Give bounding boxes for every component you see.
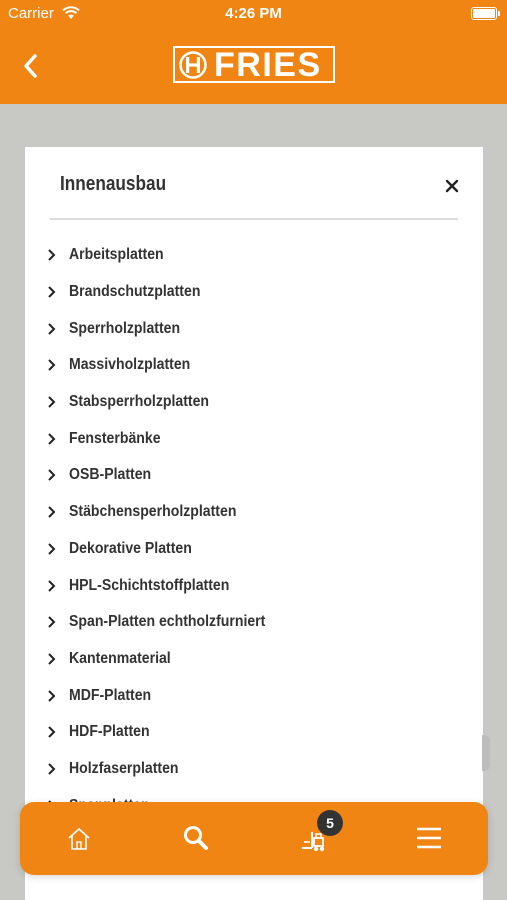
category-item-hpl-schichtstoffplatten[interactable] [47,567,467,604]
chevron-right-icon [47,580,57,592]
category-item-massivholzplatten[interactable] [47,347,467,384]
category-label: Kantenmaterial [69,649,171,667]
category-label: Massivholzplatten [69,356,191,374]
category-item-staebchensperholzplatten[interactable] [47,494,467,531]
category-label: OSB-Platten [69,466,152,484]
close-icon [439,173,465,199]
category-label: MDF-Platten [69,686,152,704]
app-header [0,28,507,104]
chevron-right-icon [47,763,57,775]
category-item-kantenmaterial[interactable] [47,641,467,678]
back-button[interactable] [16,48,50,84]
category-label: Span-Platten echtholzfurniert [69,613,266,631]
category-item-holzfaserplatten[interactable] [47,751,467,788]
chevron-right-icon [47,433,57,445]
category-item-arbeitsplatten[interactable] [47,237,467,274]
chevron-right-icon [47,396,57,408]
category-item-hdf-platten[interactable] [47,714,467,751]
chevron-right-icon [47,249,57,261]
panel-title: Innenausbau [60,173,167,195]
close-button[interactable] [439,173,465,199]
category-item-fensterbaenke[interactable] [47,420,467,457]
chevron-right-icon [47,286,57,298]
tab-search[interactable] [161,802,231,875]
side-drawer-handle[interactable] [482,735,490,771]
chevron-right-icon [47,323,57,335]
cart-count-badge: 5 [317,810,343,836]
status-time: 4:26 PM [225,5,282,22]
category-label: Arbeitsplatten [69,246,164,264]
category-item-sperrholzplatten[interactable] [47,310,467,347]
category-panel [25,147,483,900]
hamburger-menu-icon [416,826,442,850]
chevron-right-icon [47,690,57,702]
chevron-left-icon [16,48,50,84]
chevron-right-icon [47,469,57,481]
tab-menu[interactable] [394,802,464,875]
category-label: HPL-Schichtstoffplatten [69,576,230,594]
chevron-right-icon [47,726,57,738]
category-label: Dekorative Platten [69,539,192,557]
chevron-right-icon [47,506,57,518]
category-label: Fensterbänke [69,429,161,447]
category-label: Sperrholzplatten [69,319,181,337]
carrier-label: Carrier [8,5,54,22]
logo-text: FRIES [214,45,322,84]
chevron-right-icon [47,543,57,555]
category-item-stabsperrholzplatten[interactable] [47,384,467,421]
home-icon [66,826,92,852]
category-label: Stabsperrholzplatten [69,393,210,411]
search-icon [182,824,210,852]
category-label: Holzfaserplatten [69,759,179,777]
category-label: HDF-Platten [69,723,150,741]
category-label: Stäbchensperholzplatten [69,503,237,521]
category-label: Brandschutzplatten [69,283,201,301]
category-item-brandschutzplatten[interactable] [47,274,467,311]
battery-icon [471,7,497,20]
fries-logo [173,46,335,83]
chevron-right-icon [47,653,57,665]
category-item-mdf-platten[interactable] [47,677,467,714]
chevron-right-icon [47,359,57,371]
category-item-span-platten-echtholzfurniert[interactable] [47,604,467,641]
panel-divider [50,218,458,220]
category-item-osb-platten[interactable] [47,457,467,494]
category-list [47,237,467,861]
logo-mark-icon [178,50,208,80]
tab-home[interactable] [44,802,114,875]
bottom-tab-bar [20,802,488,875]
category-item-dekorative-platten[interactable] [47,531,467,568]
status-bar [0,0,507,28]
chevron-right-icon [47,616,57,628]
